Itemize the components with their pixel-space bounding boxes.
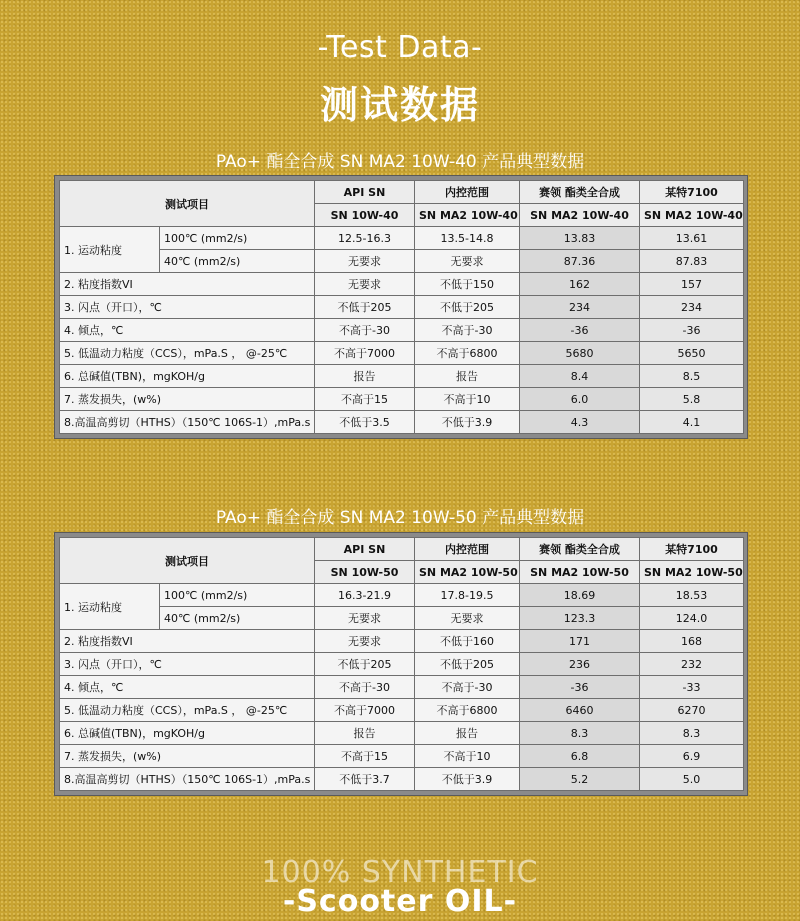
cell: -36 <box>520 319 640 342</box>
row-label: 8.高温高剪切（HTHS）（150℃ 106S-1）,mPa.s <box>60 768 315 791</box>
row-label: 5. 低温动力粘度（CCS），mPa.S ， @-25℃ <box>60 699 315 722</box>
spec-table-1 <box>59 180 744 434</box>
cell: 16.3-21.9 <box>315 584 415 607</box>
header-col: 某特7100 <box>640 181 744 204</box>
cell: 不低于205 <box>315 296 415 319</box>
row-label: 2. 粘度指数VI <box>60 273 315 296</box>
cell: 不低于3.5 <box>315 411 415 434</box>
grade-cell: SN MA2 10W-50 <box>415 561 520 584</box>
table-row <box>60 768 744 791</box>
cell: 123.3 <box>520 607 640 630</box>
cell: 234 <box>520 296 640 319</box>
cell: 不低于160 <box>415 630 520 653</box>
table-2-title: PAo+ 酯全合成 SN MA2 10W-50 产品典型数据 <box>215 508 585 528</box>
row-label: 7. 蒸发损失，(w%) <box>60 745 315 768</box>
table-1-panel <box>55 176 747 438</box>
table-row <box>60 342 744 365</box>
header-item: 测试项目 <box>60 538 315 584</box>
table-row <box>60 584 744 607</box>
cell: 6.8 <box>520 745 640 768</box>
cell: 12.5-16.3 <box>315 227 415 250</box>
cell: 8.3 <box>520 722 640 745</box>
row-label: 1. 运动粘度 <box>60 227 160 273</box>
table-row <box>60 296 744 319</box>
cell: 87.83 <box>640 250 744 273</box>
header-col: API SN <box>315 538 415 561</box>
table-row <box>60 250 744 273</box>
table-row <box>60 630 744 653</box>
sub-label: 100℃ (mm2/s) <box>160 227 315 250</box>
header-col: 某特7100 <box>640 538 744 561</box>
cell: 不高于10 <box>415 745 520 768</box>
cell: 234 <box>640 296 744 319</box>
cell: 4.3 <box>520 411 640 434</box>
cell: 4.1 <box>640 411 744 434</box>
cell: 不高于-30 <box>315 319 415 342</box>
table-row <box>60 699 744 722</box>
table-row <box>60 365 744 388</box>
table-row <box>60 722 744 745</box>
cell: 报告 <box>315 722 415 745</box>
row-label: 1. 运动粘度 <box>60 584 160 630</box>
table-row <box>60 388 744 411</box>
cell: 无要求 <box>415 607 520 630</box>
cell: 168 <box>640 630 744 653</box>
cell: 8.3 <box>640 722 744 745</box>
cell: 报告 <box>415 722 520 745</box>
cell: 5650 <box>640 342 744 365</box>
row-label: 7. 蒸发损失，(w%) <box>60 388 315 411</box>
cell: 不高于15 <box>315 388 415 411</box>
row-label: 6. 总碱值(TBN)，mgKOH/g <box>60 722 315 745</box>
cell: 不高于-30 <box>315 676 415 699</box>
cell: 8.4 <box>520 365 640 388</box>
cell: 5.2 <box>520 768 640 791</box>
row-label: 5. 低温动力粘度（CCS），mPa.S ， @-25℃ <box>60 342 315 365</box>
header-col: API SN <box>315 181 415 204</box>
grade-cell: SN MA2 10W-40 <box>640 204 744 227</box>
cell: 232 <box>640 653 744 676</box>
table-row <box>60 319 744 342</box>
footer-line-2: -Scooter OIL- <box>282 884 518 919</box>
header-col: 赛领 酯类全合成 <box>520 181 640 204</box>
header-row <box>60 538 744 561</box>
row-label: 6. 总碱值(TBN)，mgKOH/g <box>60 365 315 388</box>
heading-english: -Test Data- <box>317 30 483 65</box>
header-row <box>60 181 744 204</box>
table-row <box>60 745 744 768</box>
row-label: 4. 倾点，℃ <box>60 319 315 342</box>
cell: 不高于-30 <box>415 676 520 699</box>
sub-label: 100℃ (mm2/s) <box>160 584 315 607</box>
header-item: 测试项目 <box>60 181 315 227</box>
cell: 报告 <box>415 365 520 388</box>
cell: 5.0 <box>640 768 744 791</box>
table-row <box>60 273 744 296</box>
cell: 不低于150 <box>415 273 520 296</box>
header-col: 赛领 酯类全合成 <box>520 538 640 561</box>
table-row <box>60 653 744 676</box>
cell: 13.61 <box>640 227 744 250</box>
cell: 不高于10 <box>415 388 520 411</box>
sub-label: 40℃ (mm2/s) <box>160 250 315 273</box>
cell: 不低于3.9 <box>415 411 520 434</box>
grade-cell: SN MA2 10W-40 <box>520 204 640 227</box>
table-2-panel <box>55 533 747 795</box>
cell: 不高于6800 <box>415 342 520 365</box>
cell: 无要求 <box>415 250 520 273</box>
cell: 162 <box>520 273 640 296</box>
cell: -36 <box>640 319 744 342</box>
cell: 不高于7000 <box>315 342 415 365</box>
footer-line-1: 100% SYNTHETIC <box>261 855 539 890</box>
cell: 17.8-19.5 <box>415 584 520 607</box>
spec-table-2 <box>59 537 744 791</box>
cell: 无要求 <box>315 607 415 630</box>
cell: 8.5 <box>640 365 744 388</box>
row-label: 8.高温高剪切（HTHS）（150℃ 106S-1）,mPa.s <box>60 411 315 434</box>
cell: 不高于6800 <box>415 699 520 722</box>
sub-label: 40℃ (mm2/s) <box>160 607 315 630</box>
cell: 不高于7000 <box>315 699 415 722</box>
row-label: 3. 闪点（开口），℃ <box>60 653 315 676</box>
grade-cell: SN 10W-40 <box>315 204 415 227</box>
cell: 6270 <box>640 699 744 722</box>
table-1-title: PAo+ 酯全合成 SN MA2 10W-40 产品典型数据 <box>215 152 585 172</box>
cell: 无要求 <box>315 630 415 653</box>
row-label: 4. 倾点，℃ <box>60 676 315 699</box>
header-col: 内控范围 <box>415 181 520 204</box>
cell: 5.8 <box>640 388 744 411</box>
cell: 不低于205 <box>315 653 415 676</box>
cell: 6.0 <box>520 388 640 411</box>
cell: 报告 <box>315 365 415 388</box>
cell: 13.5-14.8 <box>415 227 520 250</box>
cell: 157 <box>640 273 744 296</box>
grade-cell: SN 10W-50 <box>315 561 415 584</box>
cell: 不低于3.7 <box>315 768 415 791</box>
cell: -36 <box>520 676 640 699</box>
table-row <box>60 607 744 630</box>
cell: 不低于205 <box>415 653 520 676</box>
cell: -33 <box>640 676 744 699</box>
cell: 18.69 <box>520 584 640 607</box>
cell: 18.53 <box>640 584 744 607</box>
cell: 171 <box>520 630 640 653</box>
heading-chinese: 测试数据 <box>319 83 480 127</box>
cell: 不高于15 <box>315 745 415 768</box>
cell: 5680 <box>520 342 640 365</box>
header-col: 内控范围 <box>415 538 520 561</box>
cell: 6.9 <box>640 745 744 768</box>
cell: 不高于-30 <box>415 319 520 342</box>
cell: 87.36 <box>520 250 640 273</box>
grade-cell: SN MA2 10W-50 <box>640 561 744 584</box>
row-label: 2. 粘度指数VI <box>60 630 315 653</box>
cell: 无要求 <box>315 273 415 296</box>
table-row <box>60 227 744 250</box>
cell: 236 <box>520 653 640 676</box>
cell: 13.83 <box>520 227 640 250</box>
table-row <box>60 411 744 434</box>
grade-cell: SN MA2 10W-40 <box>415 204 520 227</box>
row-label: 3. 闪点（开口），℃ <box>60 296 315 319</box>
cell: 不低于205 <box>415 296 520 319</box>
cell: 不低于3.9 <box>415 768 520 791</box>
cell: 无要求 <box>315 250 415 273</box>
cell: 6460 <box>520 699 640 722</box>
grade-cell: SN MA2 10W-50 <box>520 561 640 584</box>
cell: 124.0 <box>640 607 744 630</box>
table-row <box>60 676 744 699</box>
